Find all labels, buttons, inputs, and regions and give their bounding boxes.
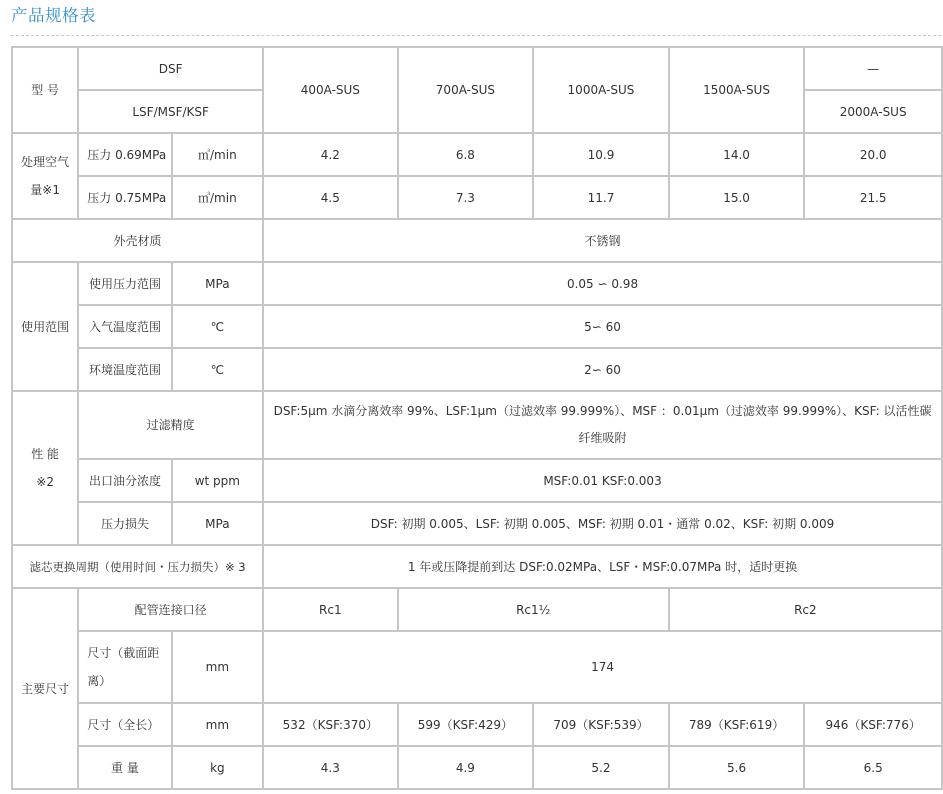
model-1000a: 1000A-SUS — [534, 48, 668, 132]
oil-item: 出口油分浓度 — [79, 460, 170, 501]
length-value: 789（KSF:619） — [670, 704, 804, 745]
airflow-row-069 — [13, 134, 941, 175]
airflow-value: 4.5 — [264, 177, 397, 218]
airflow-value: 15.0 — [670, 177, 804, 218]
weight-value: 4.9 — [399, 747, 533, 788]
length-value: 532（KSF:370） — [264, 704, 397, 745]
header-row-top — [13, 48, 941, 89]
usage-value: 2∽ 60 — [264, 349, 941, 390]
airflow-unit: ㎥/min — [173, 177, 262, 218]
dimensions-row-weight — [13, 747, 941, 788]
model-400a: 400A-SUS — [264, 48, 397, 132]
weight-value: 5.6 — [670, 747, 804, 788]
model-label: 型 号 — [13, 48, 77, 132]
replacement-value: 1 年或压降提前到达 DSF:0.02MPa、LSF・MSF:0.07MPa 时，适时更换 — [264, 546, 941, 587]
model-2000a: 2000A-SUS — [805, 91, 941, 132]
usage-row-inlet-temp — [13, 306, 941, 347]
dimensions-row-port — [13, 589, 941, 630]
usage-item: 环境温度范围 — [79, 349, 170, 390]
usage-value: 0.05 ∽ 0.98 — [264, 263, 941, 304]
length-value: 709（KSF:539） — [534, 704, 668, 745]
port-item: 配管连接口径 — [79, 589, 262, 630]
performance-note: ※2 — [36, 475, 54, 489]
usage-row-pressure — [13, 263, 941, 304]
port-value: Rc1½ — [399, 589, 668, 630]
model-700a: 700A-SUS — [399, 48, 533, 132]
title-divider — [11, 35, 941, 36]
airflow-value: 7.3 — [399, 177, 533, 218]
housing-value: 不锈钢 — [264, 220, 941, 261]
face-unit: mm — [173, 632, 262, 702]
performance-label — [13, 392, 77, 544]
housing-row — [13, 220, 941, 261]
series-top-label: DSF — [79, 48, 262, 89]
dimensions-row-face — [13, 632, 941, 702]
usage-item: 入气温度范围 — [79, 306, 170, 347]
airflow-value: 6.8 — [399, 134, 533, 175]
airflow-cond: 压力 0.69MPa — [79, 134, 170, 175]
pressure-loss-value: DSF: 初期 0.005、LSF: 初期 0.005、MSF: 初期 0.01・通常 0.02、KSF: 初期 0.009 — [264, 503, 941, 544]
page-title: 产品规格表 — [11, 6, 96, 25]
usage-unit: ℃ — [173, 306, 262, 347]
airflow-value: 14.0 — [670, 134, 804, 175]
usage-row-ambient-temp — [13, 349, 941, 390]
series-bottom-label: LSF/MSF/KSF — [79, 91, 262, 132]
usage-item: 使用压力范围 — [79, 263, 170, 304]
length-item: 尺寸（全长） — [79, 704, 170, 745]
face-item: 尺寸（截面距离） — [79, 632, 170, 702]
airflow-value: 21.5 — [805, 177, 941, 218]
replacement-label: 滤芯更换周期（使用时间・压力损失）※ 3 — [13, 546, 262, 587]
pressure-loss-item: 压力损失 — [79, 503, 170, 544]
usage-value: 5∽ 60 — [264, 306, 941, 347]
airflow-value: 11.7 — [534, 177, 668, 218]
dimensions-label: 主要尺寸 — [13, 589, 77, 788]
weight-unit: kg — [173, 747, 262, 788]
weight-value: 5.2 — [534, 747, 668, 788]
usage-label: 使用范围 — [13, 263, 77, 390]
replacement-row — [13, 546, 941, 587]
length-value: 599（KSF:429） — [399, 704, 533, 745]
airflow-unit: ㎥/min — [173, 134, 262, 175]
model-2000a-top: — — [805, 48, 941, 89]
airflow-value: 20.0 — [805, 134, 941, 175]
airflow-value: 4.2 — [264, 134, 397, 175]
port-value: Rc1 — [264, 589, 397, 630]
performance-title: 性 能 — [31, 447, 60, 461]
spec-table — [11, 46, 943, 790]
usage-unit: ℃ — [173, 349, 262, 390]
pressure-loss-unit: MPa — [173, 503, 262, 544]
face-value: 174 — [264, 632, 941, 702]
airflow-row-075 — [13, 177, 941, 218]
dimensions-row-length — [13, 704, 941, 745]
port-value: Rc2 — [670, 589, 941, 630]
performance-row-filtration — [13, 392, 941, 458]
airflow-value: 10.9 — [534, 134, 668, 175]
airflow-cond: 压力 0.75MPa — [79, 177, 170, 218]
weight-value: 6.5 — [805, 747, 941, 788]
usage-unit: MPa — [173, 263, 262, 304]
oil-unit: wt ppm — [173, 460, 262, 501]
model-1500a: 1500A-SUS — [670, 48, 804, 132]
airflow-label: 处理空气量※1 — [13, 134, 77, 218]
housing-label: 外壳材质 — [13, 220, 262, 261]
weight-value: 4.3 — [264, 747, 397, 788]
weight-item: 重 量 — [79, 747, 170, 788]
performance-row-pressure-loss — [13, 503, 941, 544]
oil-value: MSF:0.01 KSF:0.003 — [264, 460, 941, 501]
length-value: 946（KSF:776） — [805, 704, 941, 745]
performance-row-oil — [13, 460, 941, 501]
filtration-value: DSF:5μm 水滴分离效率 99%、LSF:1μm（过滤效率 99.999%）、MSF ：0.01μm（过滤效率 99.999%）、KSF: 以活性碳纤维吸附 — [264, 392, 941, 458]
length-unit: mm — [173, 704, 262, 745]
filtration-item: 过滤精度 — [79, 392, 262, 458]
